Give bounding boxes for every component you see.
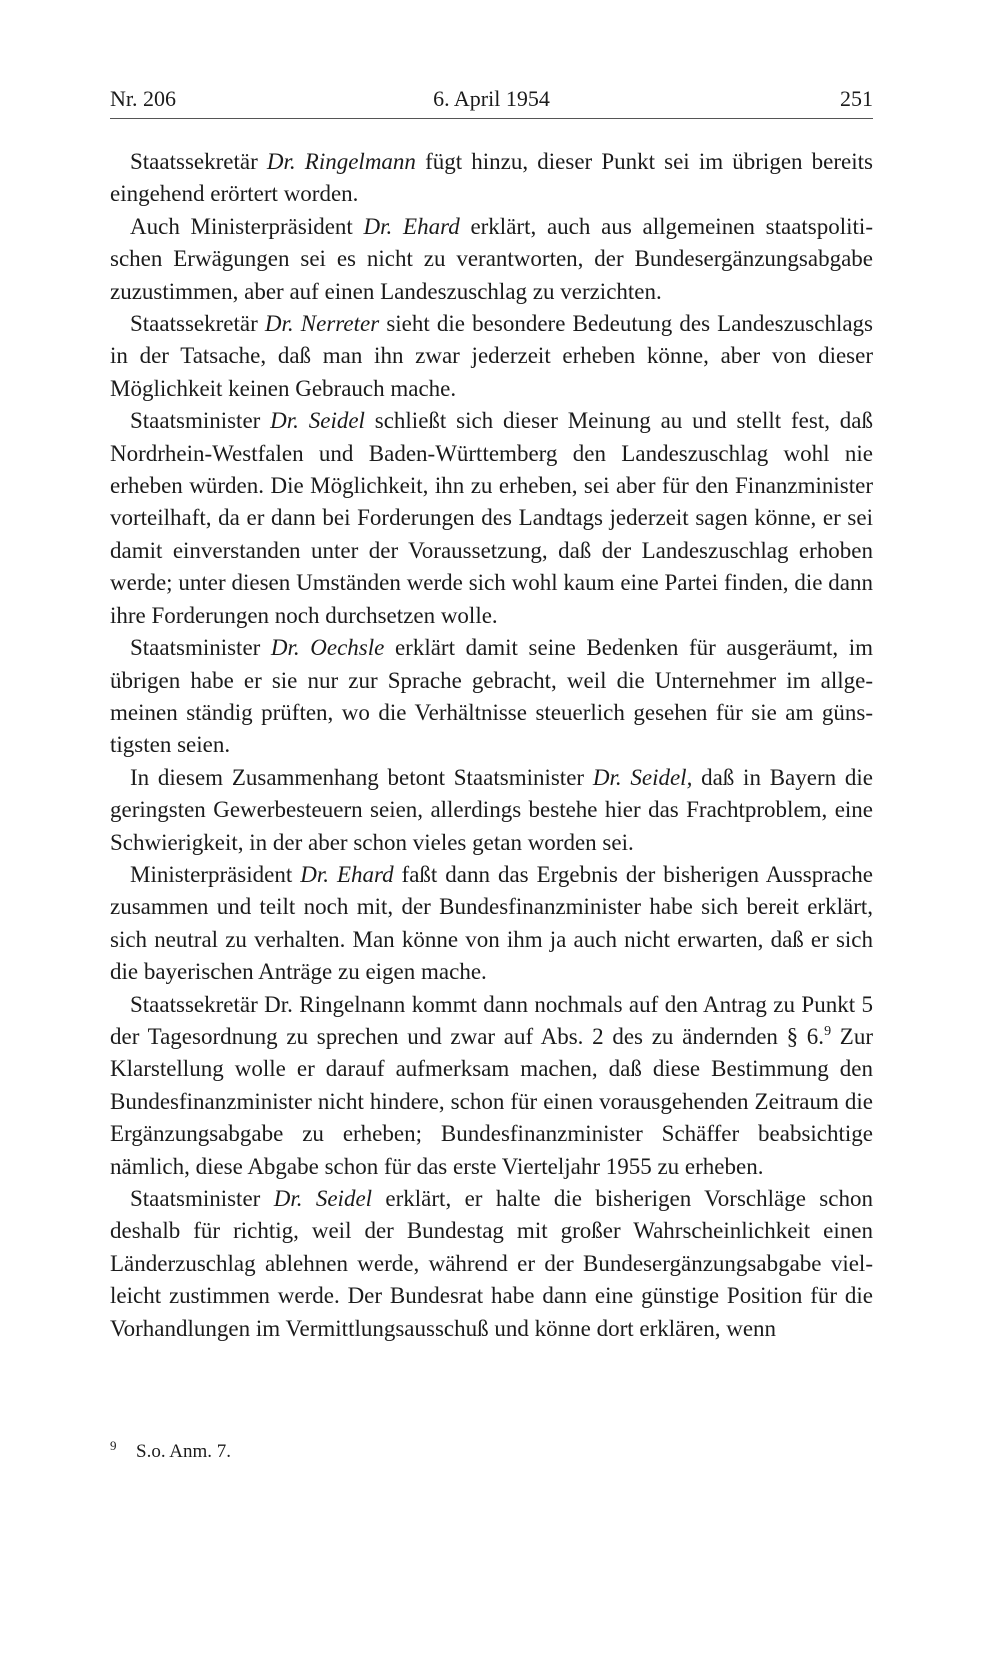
page-number: 251	[840, 86, 873, 111]
footnote-9	[110, 1432, 873, 1466]
footnote-text: S.o. Anm. 7.	[136, 1441, 232, 1462]
speaker-name: Dr. Ehard	[363, 213, 460, 239]
paragraph-6: In diesem Zusammenhang betont Staatsminister Dr. Seidel, daß in Bayern die geringsten Gewerbesteuern seien, allerdings bestehe hier das Frachtproblem, eine Schwierigkeit, in der aber schon vieles getan worden sei.	[110, 764, 873, 855]
document-date: 6. April 1954	[433, 86, 550, 111]
paragraph-8: Staatssekretär Dr. Ringelnann kommt dann nochmals auf den Antrag zu Punkt 5 der Tagesordnung zu sprechen und zwar auf Abs. 2 des zu ändernden § 6.$^9$ Zur Klarstellung wolle er darauf aufmerksam machen, daß diese Bestimmung den Bundesfinanzminister nicht hindere, schon für einen vorausgehenden Zeitraum die Ergänzungsabgabe zu erheben; Bundesfinanzminister Schäffer beabsichtige nämlich, diese Abgabe schon für das erste Vierteljahr 1955 zu erheben.	[110, 991, 873, 1179]
main-text	[110, 146, 873, 1345]
speaker-name: Dr. Seidel,	[592, 764, 693, 790]
footnote-reference[interactable]: 9	[824, 1023, 832, 1039]
speaker-name: Dr. Oechsle	[270, 635, 385, 661]
speaker-name: Dr. Seidel	[273, 1186, 373, 1211]
speaker-name: Dr. Seidel	[270, 408, 365, 434]
speaker-name: Dr. Ehard	[300, 861, 394, 887]
speaker-name: Dr. Ringelmann	[266, 149, 416, 174]
footnotes	[110, 1432, 873, 1466]
paragraph-9: Staatsminister Dr. Seidel erklärt, er halte die bisherigen Vorschläge schon deshalb für richtig, weil der Bundestag mit großer Wahrscheinlichkeit einen Länderzuschlag ablehnen werde, während er der Bundesergänzungsabgabe vielleicht zustimmen werde. Der Bundesrat habe dann eine günstige Position für die Vorhandlungen im Vermittlungsausschuß und könne dort erklären, wenn	[110, 1186, 873, 1341]
paragraph-3: Staatssekretär Dr. Nerreter sieht die besondere Bedeutung des Landeszuschlags in der Tatsache, daß man ihn zwar jederzeit erheben könne, aber von dieser Möglichkeit keinen Gebrauch mache.	[110, 311, 874, 401]
paragraph-7: Ministerpräsident Dr. Ehard faßt dann das Ergebnis der bisherigen Aussprache zusammen und teilt noch mit, der Bundesfinanzminister habe sich bereit erklärt, sich neutral zu verhalten. Man könne von ihm ja auch nicht erwarten, daß er sich die bayerischen Anträge zu eigen mache.	[110, 861, 873, 985]
paragraph-5: Staatsminister Dr. Oechsle erklärt damit seine Bedenken für ausgeräumt, im übrigen habe er sie nur zur Sprache gebracht, weil die Unternehmer im allgemeinen ständig prüften, wo die Verhältnisse steuerlich gesehen für sie am günstigsten seien.	[110, 635, 873, 758]
footnote-number: 9	[110, 1438, 117, 1453]
running-header	[110, 84, 873, 119]
paragraph-1: Staatssekretär Dr. Ringelmann fügt hinzu, dieser Punkt sei im übrigen bereits eingehend erörtert worden.	[110, 149, 873, 207]
document-number: Nr. 206	[110, 86, 176, 111]
paragraph-4: Staatsminister Dr. Seidel schließt sich dieser Meinung au und stellt fest, daß Nordrhein-Westfalen und Baden-Württemberg den Landeszuschlag wohl nie erheben würden. Die Möglichkeit, ihn zu erheben, sei aber für den Finanzminister vorteilhaft, da er dann bei Forderungen des Landtags jederzeit sagen könne, er sei damit einverstanden unter der Voraussetzung, daß der Landeszuschlag erhoben werde; unter diesen Umständen werde sich wohl kaum eine Partei finden, die dann ihre Forderungen noch durchsetzen wolle.	[110, 408, 873, 628]
paragraph-2: Auch Ministerpräsident Dr. Ehard erklärt, auch aus allgemeinen staatspolitischen Erwägungen sei es nicht zu verantworten, der Bundesergänzungsabgabe zuzustimmen, aber auf einen Landeszuschlag zu verzichten.	[110, 213, 873, 304]
speaker-name: Dr. Nerreter	[264, 311, 380, 337]
